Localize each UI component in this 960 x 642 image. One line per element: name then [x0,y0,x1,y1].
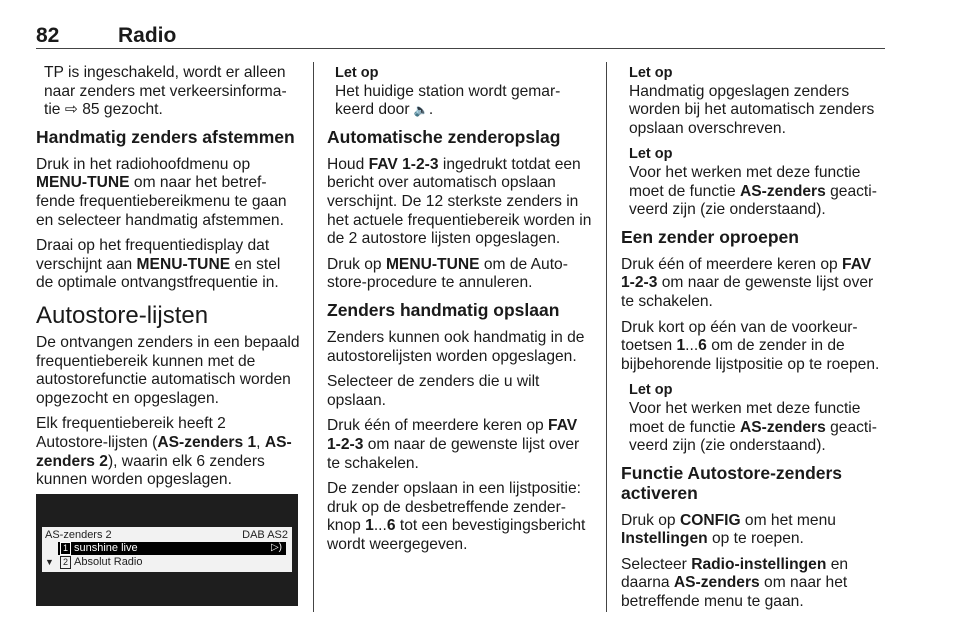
paragraph: Selecteer de zenders die u wilt opslaan. [327,373,540,409]
screen-list-title: AS-zenders 2 [45,529,112,541]
note: Let op Handmatig opgeslagen zenders worden bij het automatisch zenders opslaan overschreven. [629,65,875,137]
heading-recall-station: Een zender oproepen [621,226,799,247]
note: Let op Voor het werken met deze functie moet de functie AS-zenders geacti-veerd zijn (zie onderstaand). [629,146,877,219]
paragraph: Druk één of meerdere keren op FAV 1-2-3 om naar de gewenste lijst over te schakelen. [621,255,874,310]
screen-list-item: 2 Absolut Radio [58,556,286,569]
paragraph: Druk één of meerdere keren op FAV 1-2-3 om naar de gewenste lijst over te schakelen. [327,417,580,472]
paragraph: Druk in het radiohoofdmenu op MENU-TUNE om naar het betref-fende frequentiebereikmenu te gaan en selecteer handmatig afstemmen. [36,155,287,229]
paragraph: Houd FAV 1-2-3 ingedrukt totdat een bericht over automatisch opslaan verschijnt. De 12 sterkste zenders in het actuele frequentiebereik worden in de 2 autostore lijsten opgeslagen. [327,155,592,248]
chevron-down-icon: ▼ [45,557,54,567]
paragraph: Druk op CONFIG om het menu Instellingen op te roepen. [621,511,836,548]
heading-manual-tuning: Handmatig zenders afstemmen [36,126,295,147]
page-reference-icon: ⇨ [64,101,78,119]
note: Let op Het huidige station wordt gemar-keerd door 🔈. [335,65,561,119]
page-number: 82 [36,24,60,47]
note-label: Let op [335,65,379,81]
heading-activate-autostore: Functie Autostore-zenders activeren [621,462,843,503]
heading-autostore-lists: Autostore-lijsten [36,301,209,329]
note-label: Let op [629,382,673,399]
radio-display-illustration [36,494,298,606]
paragraph: Selecteer Radio-instellingen en daarna AS-zenders om naar het betreffende menu te gaan. [621,555,849,611]
paragraph: Draai op het frequentiedisplay dat verschijnt aan MENU-TUNE en stel de optimale ontvangstfrequentie in. [36,237,281,292]
heading-manual-storing: Zenders handmatig opslaan [327,299,560,320]
radio-screen [42,527,292,572]
paragraph: TP is ingeschakeld, wordt er alleen naar zenders met verkeersinforma-tie ⇨ 85 gezocht. [44,64,287,119]
paragraph: De zender opslaan in een lijstpositie: druk op de desbetreffende zender-knop 1...6 tot een bevestigingsbericht wordt weergegeven. [327,480,586,553]
paragraph: Zenders kunnen ook handmatig in de autostorelijsten worden opgeslagen. [327,328,585,365]
note: Let op Voor het werken met deze functie moet de functie AS-zenders geacti-veerd zijn (zie onderstaand). [629,382,877,455]
column-2 [327,64,593,561]
column-divider-2 [606,62,607,612]
paragraph: De ontvangen zenders in een bepaald frequentiebereik kunnen met de autostorefunctie automatisch worden opgezocht en opgeslagen. [36,333,300,407]
paragraph: Elk frequentiebereik heeft 2 Autostore-lijsten (AS-zenders 1, AS-zenders 2), waarin elk 6 zenders kunnen worden opgeslagen. [36,415,292,489]
section-title: Radio [118,24,177,47]
paragraph: Druk kort op één van de voorkeur-toetsen 1...6 om de zender in de bijbehorende lijstpositie op te roepen. [621,318,880,373]
speaker-icon: 🔈 [413,103,429,118]
header-rule [36,48,885,49]
screen-band-label: DAB AS2 [242,529,288,541]
screen-list-item-selected: 1 sunshine live ▷) [58,542,286,555]
note-label: Let op [629,146,673,163]
speaker-icon: ▷) [270,542,282,553]
paragraph: Druk op MENU-TUNE om de Auto-store-procedure te annuleren. [327,255,568,292]
column-divider-1 [313,62,314,612]
column-3 [621,64,887,619]
heading-automatic-storing: Automatische zenderopslag [327,126,561,147]
column-1 [36,64,300,497]
note-label: Let op [629,65,673,81]
